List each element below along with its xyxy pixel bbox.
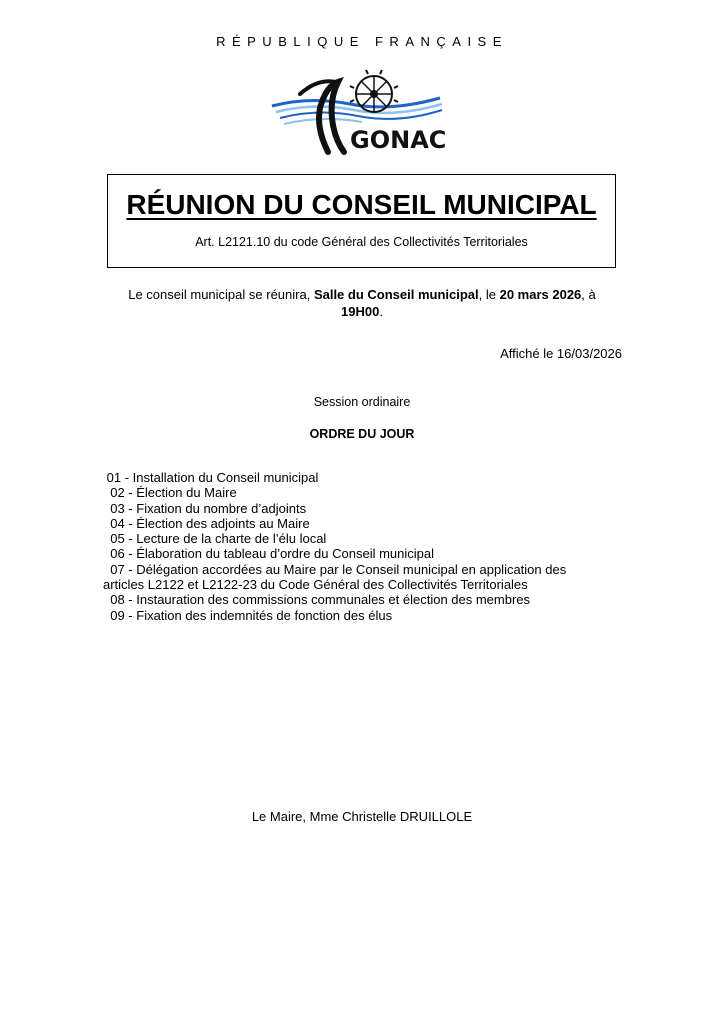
posted-date: Affiché le 16/03/2026: [500, 346, 622, 361]
agenda-list: [103, 470, 623, 623]
agenda-item: 02 - Élection du Maire: [103, 485, 237, 501]
agenda-item: 09 - Fixation des indemnités de fonction des élus: [103, 607, 393, 623]
agenda-item: 05 - Lecture de la charte de l’élu local: [103, 531, 327, 547]
intro-text-1: Le conseil municipal se réunira,: [128, 287, 314, 302]
agenda-heading: ORDRE DU JOUR: [309, 427, 415, 441]
intro-text-3: , à: [581, 287, 596, 302]
agenda-item: 03 - Fixation du nombre d’adjoints: [103, 500, 307, 516]
mayor-signature: Le Maire, Mme Christelle DRUILLOLE: [251, 809, 473, 824]
title-box: [107, 174, 616, 268]
session-type: Session ordinaire: [313, 395, 411, 409]
agenda-item: 07 - Délégation accordées au Maire par le Conseil municipal en application des: [103, 561, 567, 577]
agenda-item: 08 - Instauration des commissions communales et élection des membres: [103, 592, 531, 608]
agonac-logo-graphic: [270, 68, 450, 156]
legal-reference: Art. L2121.10 du code Général des Collectivités Territoriales: [195, 235, 528, 249]
intro-text-2: , le: [478, 287, 500, 302]
agonac-logo: [270, 68, 450, 156]
intro-text-4: .: [379, 304, 383, 319]
page-title: RÉUNION DU CONSEIL MUNICIPAL: [126, 189, 597, 220]
svg-text:GONAC: GONAC: [350, 126, 447, 154]
meeting-announcement: [100, 286, 624, 320]
meeting-place: Salle du Conseil municipal: [313, 287, 479, 302]
agenda-item: 06 - Élaboration du tableau d’ordre du Conseil municipal: [103, 546, 434, 562]
agenda-item: articles L2122 et L2122-23 du Code Général des Collectivités Territoriales: [103, 577, 528, 593]
agenda-item: 01 - Installation du Conseil municipal: [103, 470, 319, 485]
republique-francaise-header: RÉPUBLIQUE FRANÇAISE: [216, 34, 508, 49]
meeting-time: 19H00: [341, 304, 380, 319]
meeting-date: 20 mars 2026: [499, 287, 582, 302]
agenda-item: 04 - Élection des adjoints au Maire: [103, 515, 310, 531]
